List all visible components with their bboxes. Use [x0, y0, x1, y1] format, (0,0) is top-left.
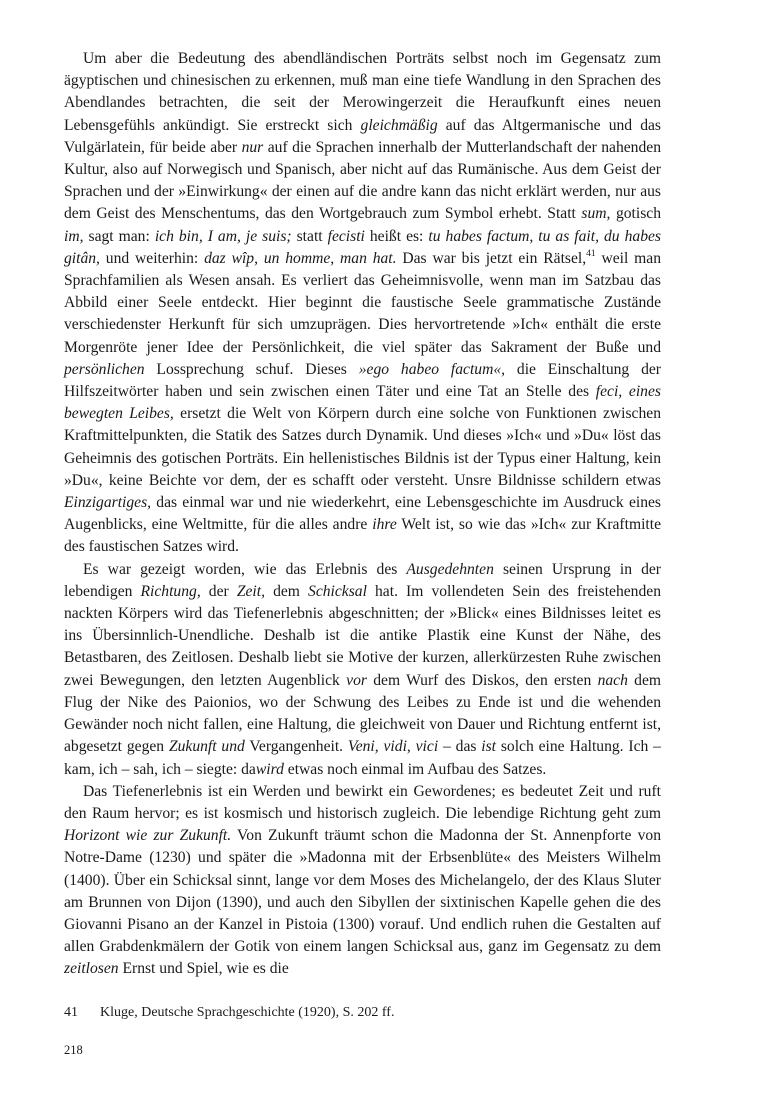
italic-text: Schicksal [308, 582, 367, 600]
italic-text: nach [597, 671, 628, 689]
text-run: Das war bis jetzt ein Rätsel, [396, 249, 587, 267]
italic-text: gleichmäßig [360, 116, 438, 134]
text-run: Ernst und Spiel, wie es die [118, 960, 289, 978]
text-run: etwas noch einmal im Aufbau des Satzes. [283, 760, 547, 778]
text-run: dem [265, 582, 309, 600]
italic-text: daz wîp, un homme, man hat. [204, 249, 397, 267]
text-run: die Einschaltung der Hilfszeitwörter haben und sein zwischen einen Täter und eine Tat an Stelle des [64, 360, 661, 401]
italic-text: fecisti [327, 227, 365, 245]
italic-text: Zukunft und [168, 738, 245, 756]
paragraph [64, 781, 661, 981]
italic-text: zeitlosen [64, 960, 119, 978]
text-run: auf das Altgermanische und das Vulgärlatein, für beide aber [64, 116, 661, 156]
text-run: Um aber die Bedeutung des abendländischen Porträts selbst noch im Gegensatz zum ägyptischen und chinesischen zu erkennen, muß man eine tiefe Wandlung in den Sprachen des Abendlandes betrachten, die seit der Merowingerzeit die Heraufkunft eines neuen Lebensgefühls ankündigt. Sie erstreckt sich [64, 50, 661, 134]
text-run: der [200, 582, 237, 600]
text-run: Welt ist, so wie das »Ich« zur Kraftmitte des faustischen Satzes wird. [64, 516, 662, 556]
text-run: gotisch [610, 205, 661, 223]
text-run: ersetzt die Welt von Körpern durch eine solche von Funktionen zwischen Kraftmittelpunkten, die Statik des Satzes durch Dynamik. Und dieses »Ich« und »Du« löst das Geheimnis des gotischen Porträts. Ein hellenistisches Bildnis ist der Typus einer Haltung, kein »Du«, keine Beichte vor dem, der es schafft oder versteht. Unsre Bildnisse schildern etwas [64, 405, 661, 489]
italic-text: im, [64, 227, 84, 245]
text-run: dem Wurf des Diskos, den ersten [366, 671, 598, 689]
italic-text: nur [241, 138, 264, 156]
text-run: seinen Ursprung in der lebendigen [64, 560, 661, 600]
text-run: Vergangenheit. [244, 738, 348, 756]
italic-text: »ego habeo factum«, [358, 360, 506, 378]
italic-text: Richtung, [140, 582, 201, 600]
text-run: hat. Im vollendeten Sein des freistehenden nackten Körpers wird das Tiefenerlebnis abgeschnitten; der »Blick« eines Bildnisses leitet es ins Übersinnlich-Unendliche. Deshalb ist die antike Plastik eine Kunst der Nähe, des Betastbaren, des Zeitlosen. Deshalb liebt sie Motive der kurzen, allerkürzesten Ruhe zwischen zwei Bewegungen, den letzten Augenblick [64, 582, 661, 689]
footnote-reference: 41 [586, 248, 596, 259]
footnote [64, 1004, 661, 1022]
italic-text: Ausgedehnten [406, 560, 494, 578]
page-number: 218 [64, 1043, 83, 1057]
italic-text: vor [346, 671, 367, 689]
text-run: statt [291, 227, 328, 245]
text-run: Das Tiefenerlebnis ist ein Werden und bewirkt ein Gewordenes; es bedeutet Zeit und ruft den Raum hervor; es ist kosmisch und historisch zugleich. Die lebendige Richtung geht zum [64, 782, 661, 822]
italic-text: tu habes factum, tu as fait, du habes gitân, [64, 227, 661, 267]
text-run: dem Flug der Nike des Paionios, wo der Schwung des Leibes zu Ende ist und die wehenden Gewänder noch nicht fallen, eine Haltung, die gleichweit von Dauer und Richtung entfernt ist, abgesetzt gegen [64, 671, 662, 756]
body-text [64, 48, 661, 981]
paragraph [64, 559, 661, 781]
italic-text: Einzigartiges, [64, 494, 152, 512]
text-run: – das [438, 738, 482, 756]
italic-text: ist [481, 738, 497, 756]
text-run: auf die Sprachen innerhalb der Mutterlandschaft der nahenden Kultur, also auf Norwegisch und Spanisch, aber nicht auf das Rumänische. Aus dem Geist der Sprachen und der »Einwirkung« der einen auf die andre kann das nicht erklärt werden, nur aus dem Geist des Menschentums, das den Wortgebrauch zum Symbol erhebt. Statt [64, 138, 661, 223]
footnote-number: 41 [64, 1005, 78, 1020]
text-run: Von Zukunft träumt schon die Madonna der St. Annenpforte von Notre-Dame (1230) und später die »Madonna mit der Erbsenblüte« des Meisters Wilhelm (1400). Über ein Schicksal sinnt, lange vor dem Moses des Michelangelo, der des Klaus Sluter am Brunnen von Dijon (1390), und auch den Sibyllen der sixtinischen Kapelle gehen die des Giovanni Pisano an der Kanzel in Pistoia (1300) vorauf. Und endlich ruhen die Gestalten auf allen Grabdenkmälern der Gotik von einem langen Schicksal aus, ganz im Gegensatz zu dem [64, 827, 661, 956]
italic-text: ihre [372, 516, 397, 534]
footnote-text: Kluge, Deutsche Sprachgeschichte (1920), S. 202 ff. [100, 1005, 395, 1020]
italic-text: ich bin, I am, je suis; [154, 227, 292, 245]
italic-text: persönlichen [64, 360, 145, 378]
text-run: solch eine Haltung. Ich – kam, ich – sah, ich – siegte: da [64, 738, 661, 778]
text-run: heißt es: [364, 227, 429, 245]
text-run: sagt man: [83, 227, 155, 245]
italic-text: wird [255, 760, 284, 778]
paragraph [64, 48, 661, 559]
italic-text: sum, [581, 205, 611, 223]
text-run: und weiterhin: [99, 249, 205, 267]
text-run: das einmal war und nie wiederkehrt, eine Lebensgeschichte im Ausdruck eines Augenblicks, eine Weltmitte, für die alles andre [64, 494, 661, 534]
italic-text: Zeit, [236, 582, 265, 600]
text-run: Es war gezeigt worden, wie das Erlebnis des [83, 560, 407, 578]
text-run: Lossprechung schuf. Dieses [144, 360, 359, 378]
italic-text: Horizont wie zur Zukunft. [64, 827, 232, 845]
text-run: weil man Sprachfamilien als Wesen ansah. Es verliert das Geheimnisvolle, wenn man im Satzbau das Abbild einer Seele entdeckt. Hier beginnt die faustische Seele grammatische Zustände verschiedenster Herkunft für sich umzuprägen. Dies hervortretende »Ich« enthält die erste Morgenröte jener Idee der Persönlichkeit, die viel später das Sakrament der Buße und [64, 249, 661, 356]
italic-text: feci, eines bewegten Leibes, [64, 383, 661, 423]
italic-text: Veni, vidi, vici [347, 738, 439, 756]
